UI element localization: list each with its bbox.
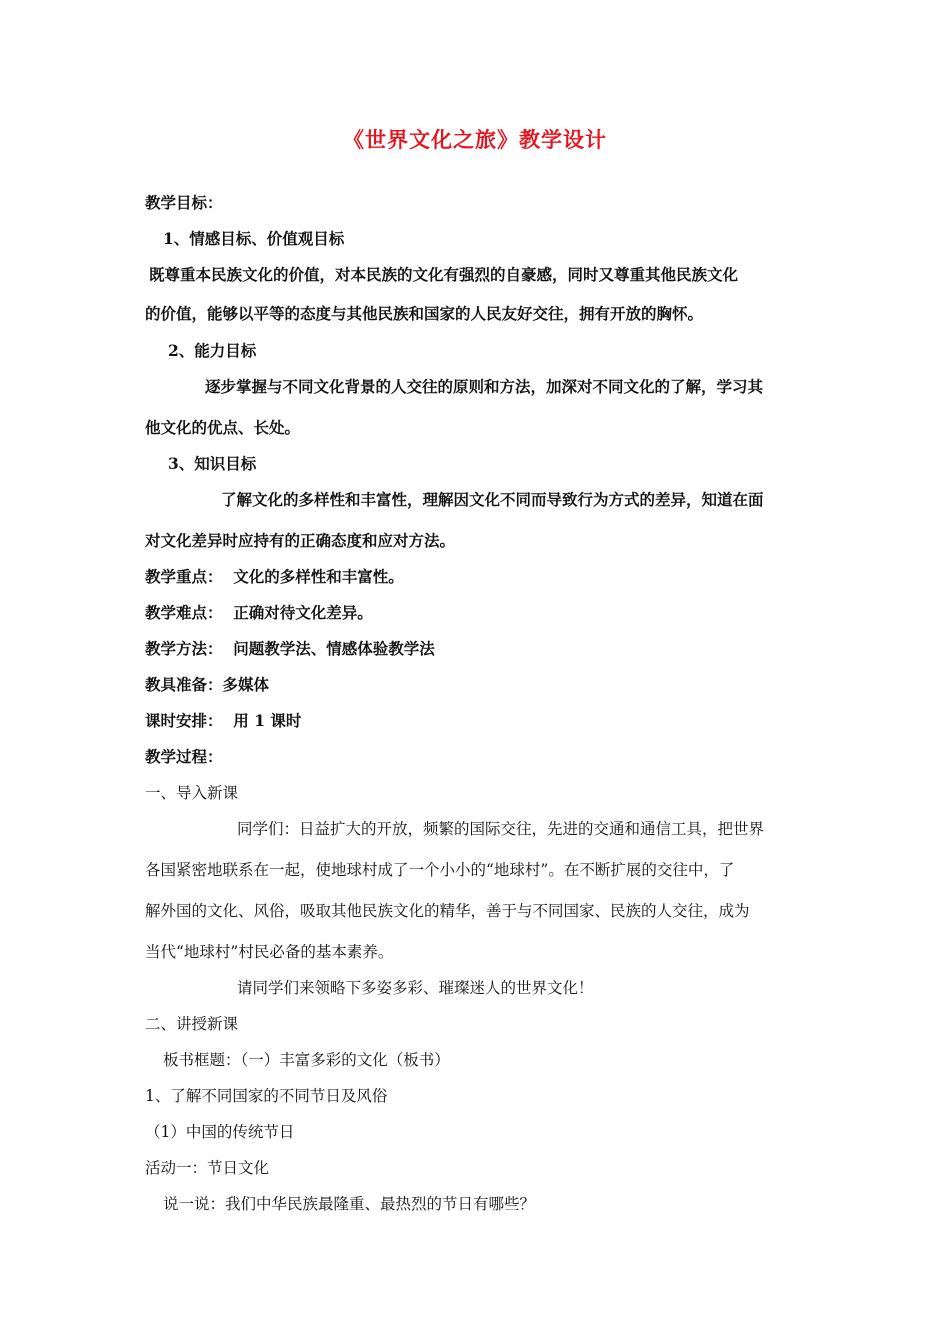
knowledge-objective-heading: 3、知识目标: [168, 454, 257, 473]
difficulty: 教学难点： 正确对待文化差异。: [145, 603, 373, 622]
ability-objective-heading: 2、能力目标: [168, 341, 257, 360]
intro-paragraph-line-4: 当代“地球村”村民必备的基本素养。: [145, 943, 394, 961]
knowledge-objective-line-2: 对文化差异时应持有的正确态度和应对方法。: [145, 531, 456, 550]
intro-invitation: 请同学们来领略下多姿多彩、璀璨迷人的世界文化！: [237, 979, 594, 997]
intro-paragraph-line-2: 各国紧密地联系在一起，使地球村成了一个小小的“地球村”。在不断扩展的交往中，了: [145, 861, 735, 879]
intro-paragraph-line-3: 解外国的文化、风俗，吸取其他民族文化的精华，善于与不同国家、民族的人交往，成为: [145, 902, 750, 920]
emotion-objective-line-1: 既尊重本民族文化的价值，对本民族的文化有强烈的自豪感，同时又尊重其他民族文化: [149, 265, 739, 284]
knowledge-objective-line-1: 了解文化的多样性和丰富性，理解因文化不同而导致行为方式的差异，知道在面: [221, 490, 764, 509]
ability-objective-line-2: 他文化的优点、长处。: [145, 418, 301, 437]
teaching-tools: 教具准备：多媒体: [145, 675, 270, 694]
objectives-heading: 教学目标：: [145, 193, 223, 212]
discussion-question: 说一说：我们中华民族最隆重、最热烈的节日有哪些？: [163, 1195, 536, 1213]
activity-one: 活动一：节日文化: [145, 1159, 270, 1177]
ability-objective-line-1: 逐步掌握与不同文化背景的人交往的原则和方法，加深对不同文化的了解，学习其: [205, 377, 764, 396]
process-heading: 教学过程：: [145, 747, 223, 766]
lecture-item-1: 1、了解不同国家的不同节日及风俗: [145, 1087, 388, 1105]
board-title: 板书框题：（一）丰富多彩的文化（板书）: [163, 1051, 450, 1069]
lecture-item-1-sub: （1）中国的传统节日: [145, 1123, 295, 1141]
intro-paragraph-line-1: 同学们：日益扩大的开放，频繁的国际交往，先进的交通和通信工具，把世界: [237, 820, 765, 838]
lecture-heading: 二、讲授新课: [145, 1015, 239, 1033]
emotion-objective-heading: 1、情感目标、价值观目标: [163, 229, 345, 248]
teaching-method: 教学方法： 问题教学法、情感体验教学法: [145, 639, 435, 658]
schedule: 课时安排： 用 1 课时: [145, 711, 302, 730]
intro-heading: 一、导入新课: [145, 784, 239, 802]
emotion-objective-line-2: 的价值，能够以平等的态度与其他民族和国家的人民友好交往，拥有开放的胸怀。: [145, 304, 704, 323]
page-title: 《世界文化之旅》教学设计: [343, 128, 607, 152]
key-point: 教学重点： 文化的多样性和丰富性。: [145, 567, 404, 586]
